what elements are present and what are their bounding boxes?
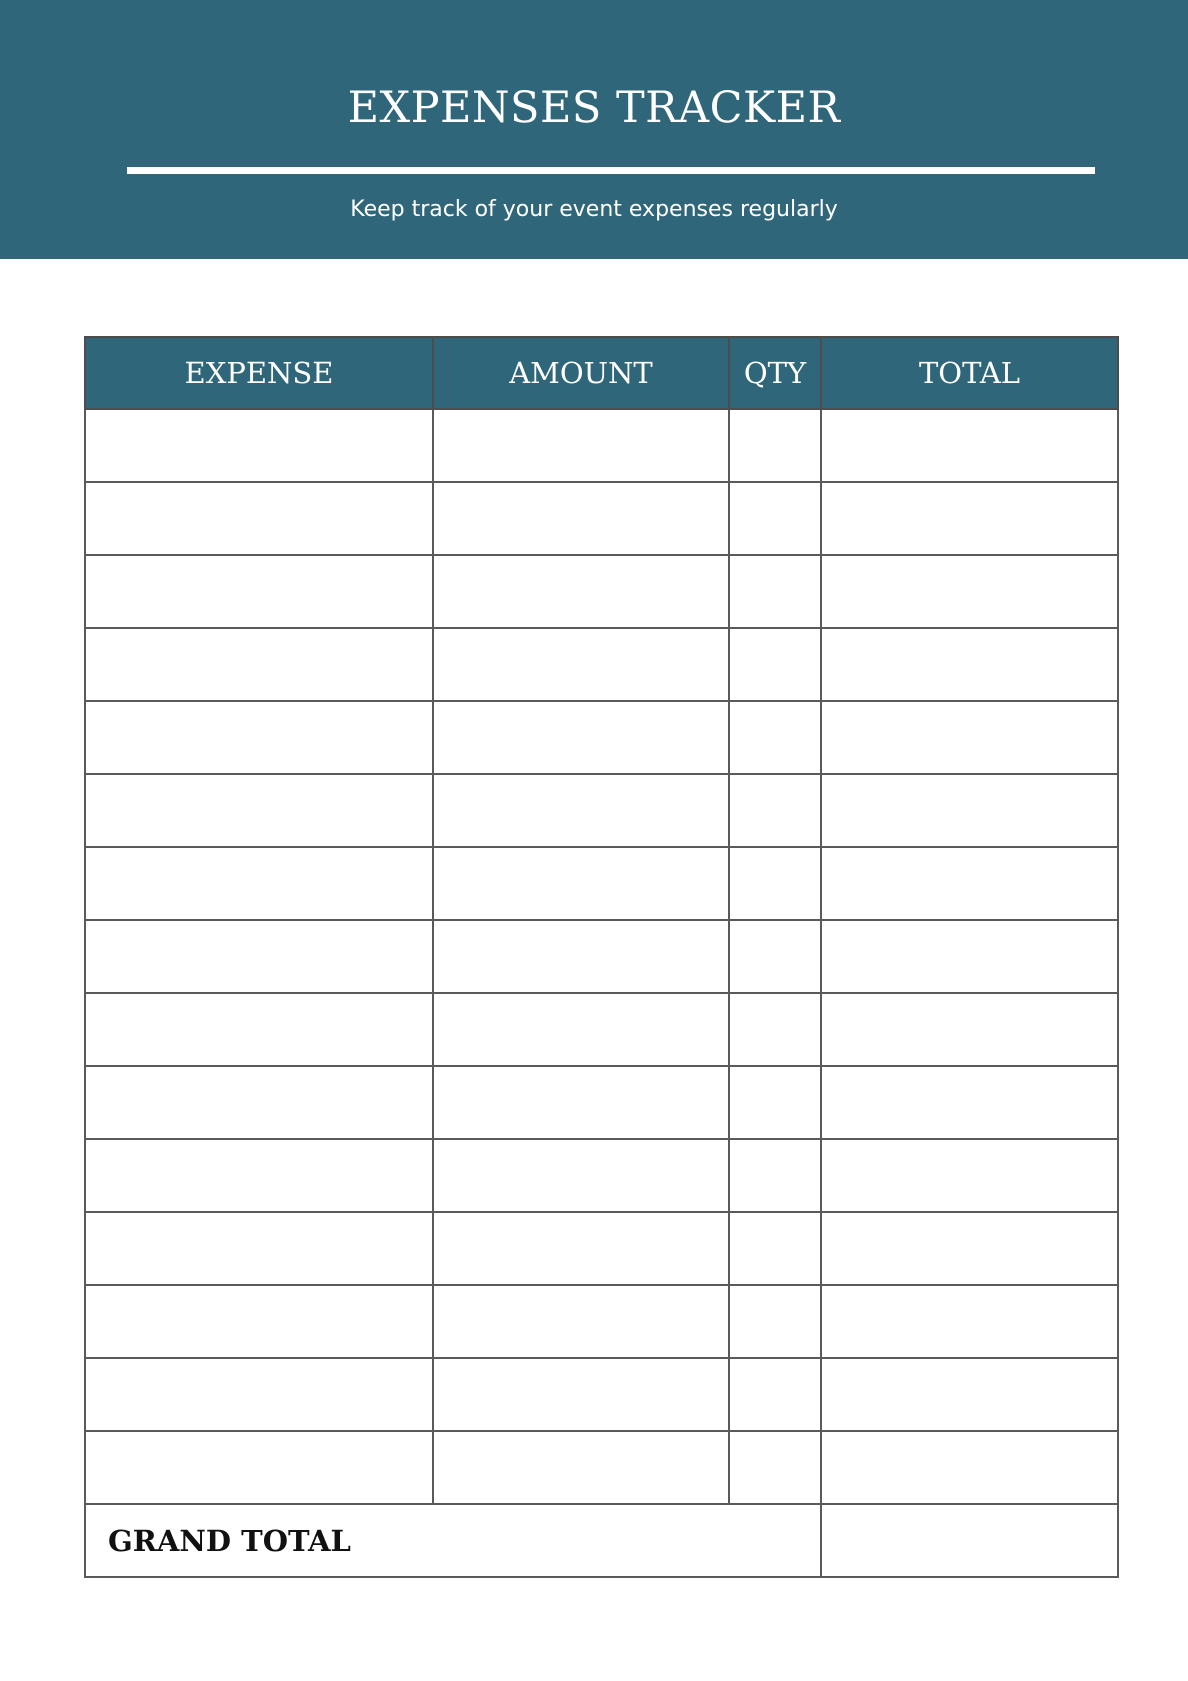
amount-cell[interactable] xyxy=(433,1139,729,1212)
page-title: EXPENSES TRACKER xyxy=(347,83,841,133)
qty-cell[interactable] xyxy=(729,628,821,701)
column-header-total: TOTAL xyxy=(821,337,1118,409)
expense-cell[interactable] xyxy=(85,409,433,482)
qty-cell[interactable] xyxy=(729,409,821,482)
qty-cell[interactable] xyxy=(729,847,821,920)
table-row xyxy=(85,847,1118,920)
amount-cell[interactable] xyxy=(433,1285,729,1358)
qty-cell[interactable] xyxy=(729,701,821,774)
expenses-table xyxy=(84,336,1119,1578)
expense-cell[interactable] xyxy=(85,847,433,920)
amount-cell[interactable] xyxy=(433,482,729,555)
qty-cell[interactable] xyxy=(729,1139,821,1212)
total-cell[interactable] xyxy=(821,409,1118,482)
table-row xyxy=(85,993,1118,1066)
qty-cell[interactable] xyxy=(729,1066,821,1139)
table-header-row xyxy=(85,337,1118,409)
total-cell[interactable] xyxy=(821,847,1118,920)
total-cell[interactable] xyxy=(821,1139,1118,1212)
expense-cell[interactable] xyxy=(85,482,433,555)
expense-cell[interactable] xyxy=(85,1139,433,1212)
column-header-amount: AMOUNT xyxy=(433,337,729,409)
expense-cell[interactable] xyxy=(85,993,433,1066)
table-row xyxy=(85,409,1118,482)
qty-cell[interactable] xyxy=(729,1358,821,1431)
expense-cell[interactable] xyxy=(85,1066,433,1139)
total-cell[interactable] xyxy=(821,1066,1118,1139)
qty-cell[interactable] xyxy=(729,920,821,993)
expense-cell[interactable] xyxy=(85,1358,433,1431)
expense-cell[interactable] xyxy=(85,920,433,993)
amount-cell[interactable] xyxy=(433,1066,729,1139)
qty-cell[interactable] xyxy=(729,482,821,555)
column-header-expense: EXPENSE xyxy=(85,337,433,409)
qty-cell[interactable] xyxy=(729,555,821,628)
column-header-qty: QTY xyxy=(729,337,821,409)
amount-cell[interactable] xyxy=(433,701,729,774)
grand-total-row xyxy=(85,1504,1118,1577)
total-cell[interactable] xyxy=(821,1431,1118,1504)
total-cell[interactable] xyxy=(821,1212,1118,1285)
qty-cell[interactable] xyxy=(729,774,821,847)
table-body xyxy=(85,409,1118,1504)
qty-cell[interactable] xyxy=(729,993,821,1066)
amount-cell[interactable] xyxy=(433,847,729,920)
grand-total-value-cell[interactable] xyxy=(821,1504,1118,1577)
table-row xyxy=(85,1285,1118,1358)
total-cell[interactable] xyxy=(821,628,1118,701)
table-row xyxy=(85,774,1118,847)
qty-cell[interactable] xyxy=(729,1212,821,1285)
table-row xyxy=(85,1431,1118,1504)
total-cell[interactable] xyxy=(821,701,1118,774)
total-cell[interactable] xyxy=(821,993,1118,1066)
grand-total-label: GRAND TOTAL xyxy=(85,1504,821,1577)
expense-cell[interactable] xyxy=(85,555,433,628)
table-row xyxy=(85,1066,1118,1139)
table-row xyxy=(85,555,1118,628)
total-cell[interactable] xyxy=(821,920,1118,993)
expense-cell[interactable] xyxy=(85,701,433,774)
total-cell[interactable] xyxy=(821,555,1118,628)
total-cell[interactable] xyxy=(821,1285,1118,1358)
table-row xyxy=(85,1212,1118,1285)
amount-cell[interactable] xyxy=(433,628,729,701)
total-cell[interactable] xyxy=(821,774,1118,847)
amount-cell[interactable] xyxy=(433,1431,729,1504)
page-subtitle: Keep track of your event expenses regularly xyxy=(350,197,838,222)
qty-cell[interactable] xyxy=(729,1431,821,1504)
table-row xyxy=(85,701,1118,774)
title-divider xyxy=(127,167,1095,174)
amount-cell[interactable] xyxy=(433,1358,729,1431)
amount-cell[interactable] xyxy=(433,774,729,847)
expense-cell[interactable] xyxy=(85,1212,433,1285)
amount-cell[interactable] xyxy=(433,409,729,482)
table-row xyxy=(85,628,1118,701)
expense-cell[interactable] xyxy=(85,628,433,701)
table-row xyxy=(85,1139,1118,1212)
table-row xyxy=(85,1358,1118,1431)
expense-cell[interactable] xyxy=(85,774,433,847)
qty-cell[interactable] xyxy=(729,1285,821,1358)
table-row xyxy=(85,482,1118,555)
table-row xyxy=(85,920,1118,993)
expense-cell[interactable] xyxy=(85,1285,433,1358)
amount-cell[interactable] xyxy=(433,1212,729,1285)
expense-cell[interactable] xyxy=(85,1431,433,1504)
amount-cell[interactable] xyxy=(433,920,729,993)
total-cell[interactable] xyxy=(821,1358,1118,1431)
amount-cell[interactable] xyxy=(433,993,729,1066)
amount-cell[interactable] xyxy=(433,555,729,628)
total-cell[interactable] xyxy=(821,482,1118,555)
